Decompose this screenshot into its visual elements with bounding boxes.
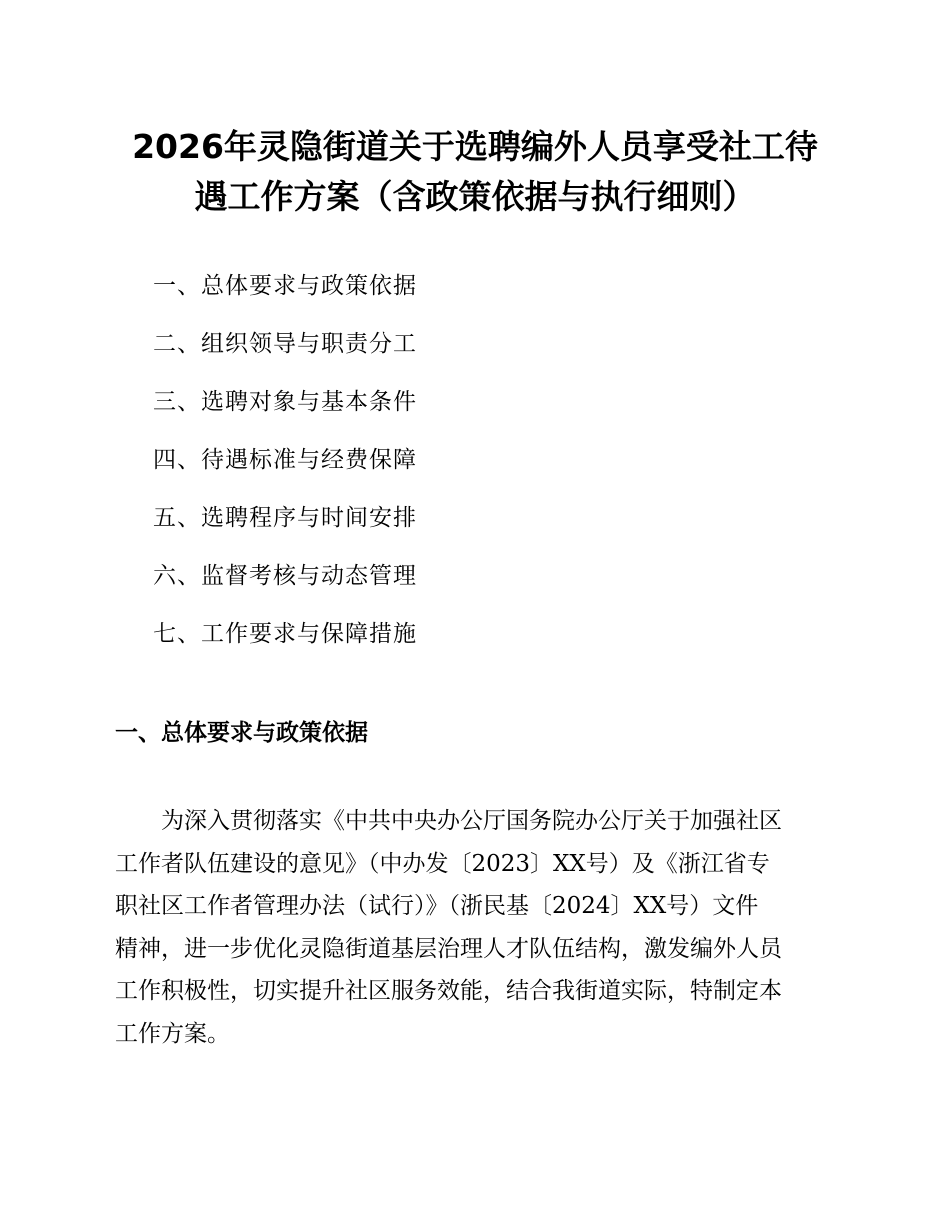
toc-item-1: 一、总体要求与政策依据 — [153, 273, 417, 299]
section-paragraph — [115, 800, 840, 1056]
document-title — [115, 122, 835, 222]
title-line-1: 2026年灵隐街道关于选聘编外人员享受社工待 — [132, 127, 818, 166]
toc-item-5: 五、选聘程序与时间安排 — [153, 505, 417, 531]
paragraph-line: 精神，进一步优化灵隐街道基层治理人才队伍结构，激发编外人员 — [115, 935, 782, 962]
toc-item-4: 四、待遇标准与经费保障 — [153, 447, 417, 473]
section-heading: 一、总体要求与政策依据 — [115, 720, 368, 746]
toc-item-6: 六、监督考核与动态管理 — [153, 563, 417, 589]
paragraph-line: 职社区工作者管理办法（试行）》（浙民基〔2024〕XX号）文件 — [115, 893, 759, 920]
toc-item-3: 三、选聘对象与基本条件 — [153, 389, 417, 415]
paragraph-line: 工作者队伍建设的意见》（中办发〔2023〕XX号）及《浙江省专 — [115, 850, 770, 877]
table-of-contents — [153, 265, 417, 671]
toc-item-2: 二、组织领导与职责分工 — [153, 331, 417, 357]
paragraph-line: 为深入贯彻落实《中共中央办公厅国务院办公厅关于加强社区 — [115, 808, 782, 834]
toc-item-7: 七、工作要求与保障措施 — [153, 621, 417, 647]
paragraph-line: 工作积极性，切实提升社区服务效能，结合我街道实际，特制定本 — [115, 978, 782, 1005]
title-line-2: 遇工作方案（含政策依据与执行细则） — [194, 177, 756, 216]
paragraph-line: 工作方案。 — [115, 1020, 230, 1047]
